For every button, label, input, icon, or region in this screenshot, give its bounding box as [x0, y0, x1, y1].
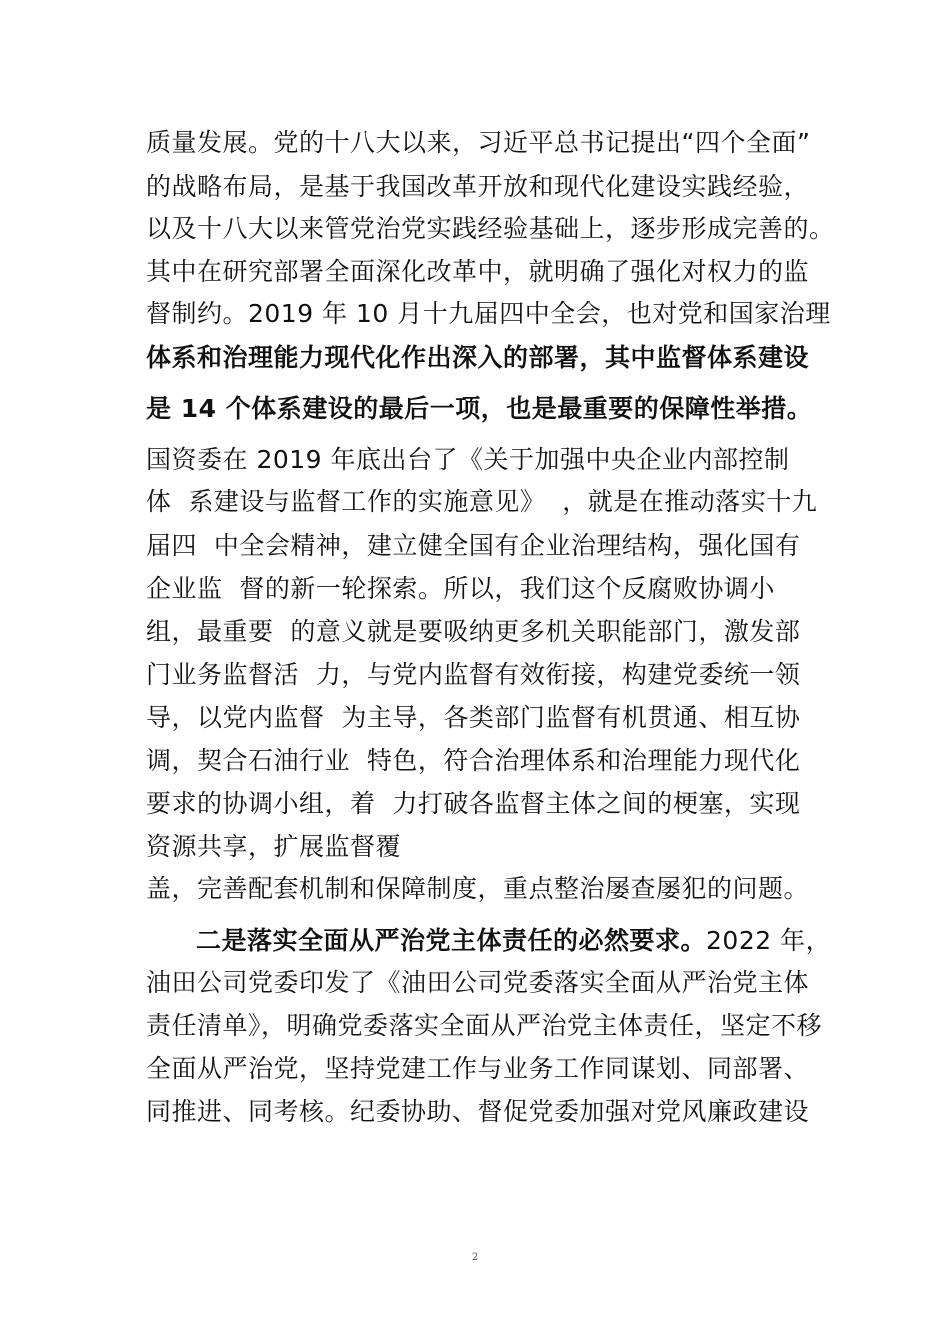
- text-line: 门业务监督活 力，与党内监督有效衔接，构建党委统一领: [146, 660, 801, 689]
- text-line: 同推进、同考核。纪委协助、督促党委加强对党风廉政建设: [146, 1097, 810, 1126]
- text-line: 资源共享，扩展监督覆: [146, 832, 402, 861]
- text-line: 国资委在 2019 年底出台了《关于加强中央企业内部控制: [146, 445, 790, 474]
- text-line: 调，契合石油行业 特色，符合治理体系和治理能力现代化: [146, 746, 801, 775]
- paragraph-lead-bold: 二是落实全面从严治党主体责任的必然要求。: [196, 926, 707, 955]
- text-line: 组，最重要 的意义就是要吸纳更多机关职能部门，激发部: [146, 617, 801, 646]
- text-line: 体 系建设与监督工作的实施意见》 ，就是在推动落实十九: [146, 487, 818, 516]
- bold-text-line: 体系和治理能力现代化作出深入的部署，其中监督体系建设: [146, 343, 810, 372]
- text-line: 全面从严治党，坚持党建工作与业务工作同谋划、同部署、: [146, 1054, 810, 1083]
- text-line: 质量发展。党的十八大以来，习近平总书记提出“四个全面”: [146, 128, 811, 157]
- bold-text-line: 是 14 个体系建设的最后一项，也是最重要的保障性举措。: [146, 394, 813, 423]
- text-line: 导，以党内监督 为主导，各类部门监督有机贯通、相互协: [146, 703, 801, 732]
- paragraph-lead-line: [196, 926, 831, 956]
- text-line: 督制约。2019 年 10 月十九届四中全会，也对党和国家治理: [146, 299, 831, 328]
- text-line: 其中在研究部署全面深化改革中，就明确了强化对权力的监: [146, 257, 810, 286]
- paragraph-lead-rest: 2022 年，: [706, 926, 832, 955]
- text-line: 责任清单》，明确党委落实全面从严治党主体责任，坚定不移: [146, 1011, 823, 1040]
- text-line: 企业监 督的新一轮探索。所以，我们这个反腐败协调小: [146, 574, 775, 603]
- text-line: 的战略布局，是基于我国改革开放和现代化建设实践经验，: [146, 172, 810, 201]
- text-line: 以及十八大以来管党治党实践经验基础上，逐步形成完善的。: [146, 214, 835, 243]
- page-number: 2: [471, 1252, 479, 1263]
- text-line: 油田公司党委印发了《油田公司党委落实全面从严治党主体: [146, 968, 810, 997]
- text-line: 盖，完善配套机制和保障制度，重点整治屡查屡犯的问题。: [146, 874, 810, 903]
- text-line: 要求的协调小组，着 力打破各监督主体之间的梗塞，实现: [146, 789, 801, 818]
- text-line: 届四 中全会精神，建立健全国有企业治理结构，强化国有: [146, 531, 801, 560]
